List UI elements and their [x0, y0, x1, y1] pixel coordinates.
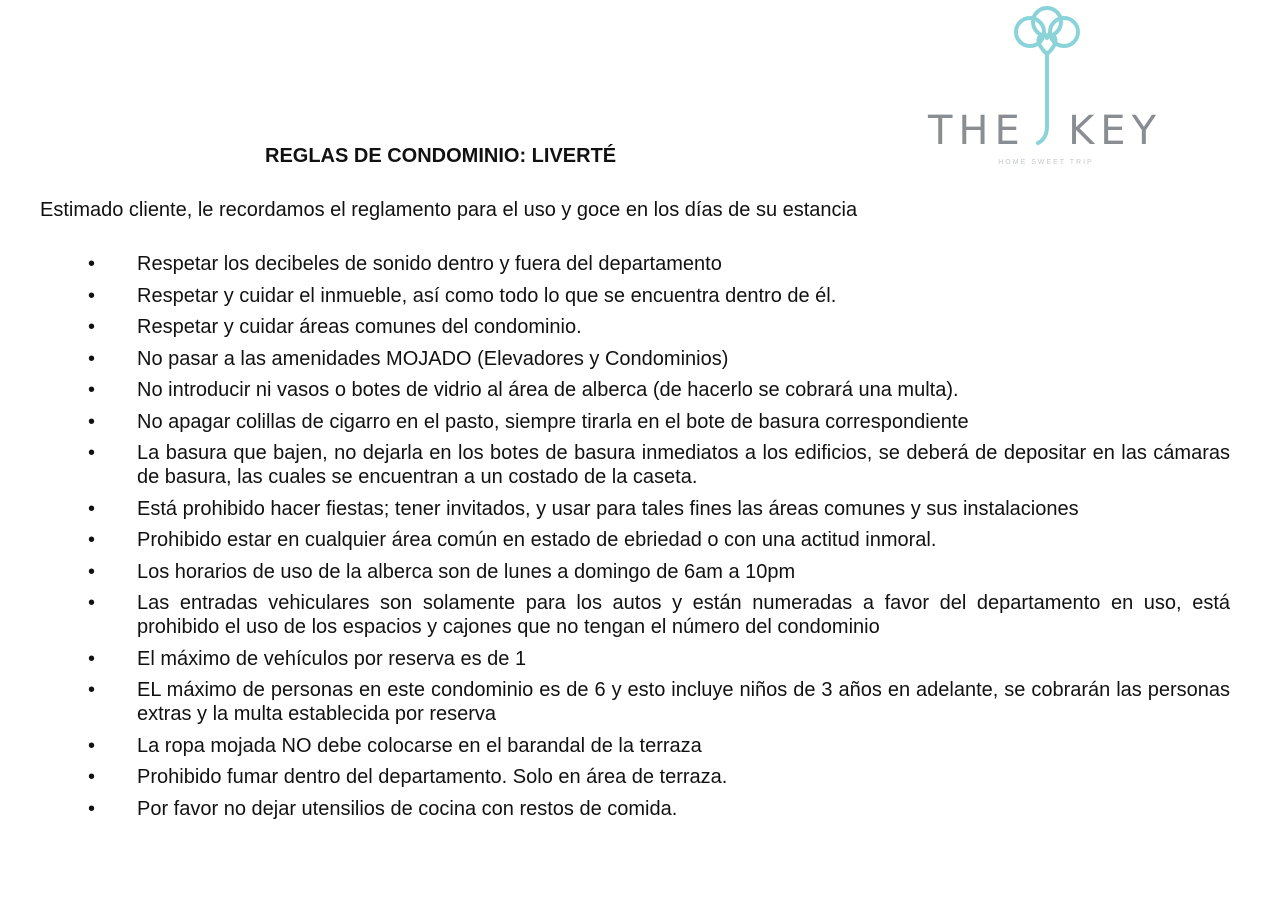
- document-title: REGLAS DE CONDOMINIO: LIVERTÉ: [265, 145, 617, 167]
- logo-wordmark: [922, 106, 1172, 156]
- rule-item: [0, 347, 1230, 371]
- rule-text: Las entradas vehiculares son solamente para los autos y están numeradas a favor del departamento en uso, está prohibido el uso de los espacios y cajones que no tengan el número del condominio: [137, 592, 1230, 638]
- bullet-icon: •: [88, 284, 96, 307]
- bullet-icon: •: [88, 379, 96, 401]
- the-key-logo: [922, 2, 1172, 172]
- rule-item: [0, 528, 1230, 552]
- rule-text: Por favor no dejar utensilios de cocina con restos de comida.: [137, 797, 678, 820]
- rule-text: EL máximo de personas en este condominio es de 6 y esto incluye niños de 3 años en adelante, se cobrarán las personas extras y la multa establecida por reserva: [137, 679, 1230, 725]
- rule-item: [0, 560, 1230, 584]
- rule-item: [0, 591, 1230, 639]
- rule-text: La basura que bajen, no dejarla en los botes de basura inmediatos a los edificios, se deberá de depositar en las cámaras de basura, las cuales se encuentran a un costado de la caseta.: [137, 442, 1230, 488]
- bullet-icon: •: [88, 647, 96, 670]
- intro-paragraph: Estimado cliente, le recordamos el reglamento para el uso y goce en los días de su estancia: [40, 199, 858, 221]
- bullet-icon: •: [88, 442, 96, 464]
- bullet-icon: •: [88, 316, 96, 338]
- rule-item: [0, 284, 1230, 308]
- bullet-icon: •: [88, 560, 96, 583]
- rule-text: Está prohibido hacer fiestas; tener invitados, y usar para tales fines las áreas comunes y sus instalaciones: [137, 497, 1079, 520]
- bullet-icon: •: [88, 592, 96, 614]
- rule-text: Prohibido estar en cualquier área común en estado de ebriedad o con una actitud inmoral.: [137, 529, 937, 551]
- rule-text: Respetar y cuidar áreas comunes del condominio.: [137, 316, 582, 338]
- rule-item: [0, 497, 1230, 521]
- rule-text: La ropa mojada NO debe colocarse en el barandal de la terraza: [137, 734, 702, 757]
- bullet-icon: •: [88, 766, 96, 788]
- rule-text: Respetar los decibeles de sonido dentro y fuera del departamento: [137, 253, 722, 275]
- rules-list: [0, 252, 1280, 828]
- rule-item: [0, 678, 1230, 726]
- bullet-icon: •: [88, 410, 96, 433]
- rule-text: Respetar y cuidar el inmueble, así como todo lo que se encuentra dentro de él.: [137, 284, 837, 307]
- rule-item: [0, 647, 1230, 671]
- rule-text: No introducir ni vasos o botes de vidrio al área de alberca (de hacerlo se cobrará una multa).: [137, 379, 959, 401]
- bullet-icon: •: [88, 679, 96, 701]
- rule-item: [0, 252, 1230, 276]
- rule-item: [0, 410, 1230, 434]
- bullet-icon: •: [88, 347, 96, 370]
- rule-item: [0, 378, 1230, 402]
- bullet-icon: •: [88, 497, 96, 520]
- logo-tagline: HOME SWEET TRIP: [998, 159, 1094, 166]
- bullet-icon: •: [88, 797, 96, 820]
- rule-text: No apagar colillas de cigarro en el pasto, siempre tirarla en el bote de basura correspondiente: [137, 410, 969, 433]
- rule-text: No pasar a las amenidades MOJADO (Elevadores y Condominios): [137, 347, 729, 370]
- rule-item: [0, 765, 1230, 789]
- rule-item: [0, 797, 1230, 821]
- bullet-icon: •: [88, 529, 96, 551]
- rule-item: [0, 441, 1230, 489]
- bullet-icon: •: [88, 734, 96, 757]
- rule-item: [0, 315, 1230, 339]
- rule-item: [0, 734, 1230, 758]
- bullet-icon: •: [88, 253, 96, 275]
- rule-text: Prohibido fumar dentro del departamento. Solo en área de terraza.: [137, 766, 728, 788]
- logo-word-key: KEY: [1068, 108, 1162, 154]
- logo-word-the: THE: [928, 108, 1026, 154]
- rule-text: Los horarios de uso de la alberca son de lunes a domingo de 6am a 10pm: [137, 560, 796, 583]
- rule-text: El máximo de vehículos por reserva es de 1: [137, 647, 527, 670]
